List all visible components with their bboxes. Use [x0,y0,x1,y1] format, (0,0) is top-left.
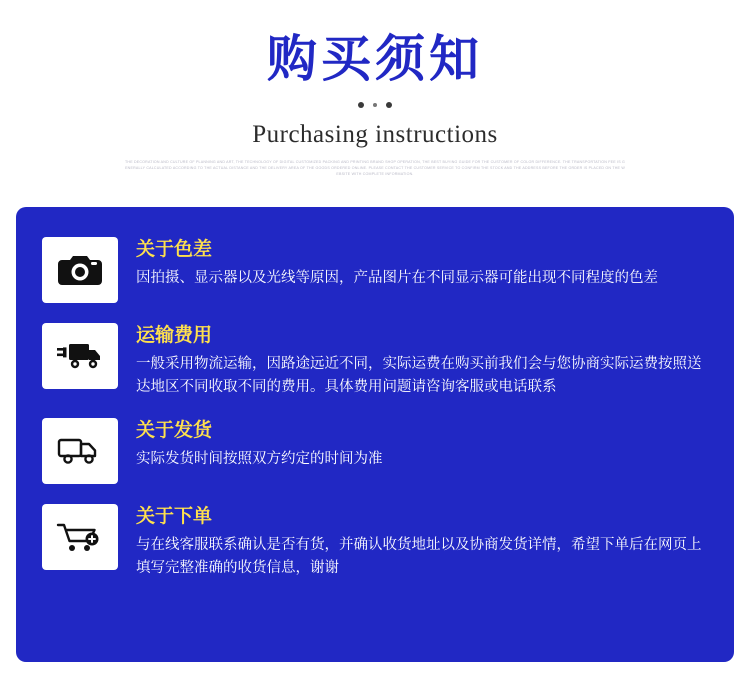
page-title: 购买须知 [267,30,483,88]
list-item-text [136,235,712,290]
instruction-list [16,207,734,580]
list-item-shipping-fee [42,321,712,398]
list-item-text [136,416,712,471]
list-item-title: 关于色差 [136,238,213,260]
list-item-text [136,502,712,579]
instructions-panel [16,207,734,662]
list-item-body: 与在线客服联系确认是否有货，并确认收货地址以及协商发货详情，希望下单后在网页上填写完整准确的收货信息，谢谢 [136,537,702,576]
list-item-title: 关于发货 [136,419,213,442]
camera-icon [42,237,118,303]
dot-large-right [386,102,392,108]
dot-large-left [358,102,364,108]
page-subtitle: Purchasing instructions [252,121,498,148]
dot-separator [0,101,750,109]
list-item-title: 运输费用 [136,324,213,346]
delivery-van-icon [42,418,118,484]
list-item-ordering [42,502,712,579]
truck-plug-icon [42,323,118,389]
dot-small-center [373,103,377,107]
list-item-color-difference [42,235,712,303]
page-header [0,0,750,177]
decorative-micro-text: THE DECORATION AND CULTURE OF PLANNING AND ART, THE TECHNOLOGY OF DIGITAL CUSTOMIZED PACKING AND PRINTING BRAND SHOP OPERATION, THE BEST BUYING GUIDE FOR THE CUSTOMER OF COLOR DIFFERENCE. THE TRANSPORTATION FEE IS GENERALLY CALCULATED ACCORDING TO THE ACTUAL DISTANCE AND THE DELIVERY AREA OF THE GOODS ORDERED ONLINE. PLEASE CONTACT THE CUSTOMER SERVICE TO CONFIRM THE STOCK AND THE ADDRESS BEFORE THE ORDER IS PLACED ON THE WEBSITE WITH COMPLETE INFORMATION. [125,160,625,176]
shopping-cart-add-icon [42,504,118,570]
list-item-delivery [42,416,712,484]
list-item-body: 一般采用物流运输，因路途远近不同，实际运费在购买前我们会与您协商实际运费按照送达地区不同收取不同的费用。具体费用问题请咨询客服或电话联系 [136,355,702,395]
list-item-body: 实际发货时间按照双方约定的时间为准 [136,451,383,468]
list-item-title: 关于下单 [136,505,213,528]
list-item-text [136,321,712,398]
list-item-body: 因拍摄、显示器以及光线等原因，产品图片在不同显示器可能出现不同程度的色差 [136,269,658,286]
